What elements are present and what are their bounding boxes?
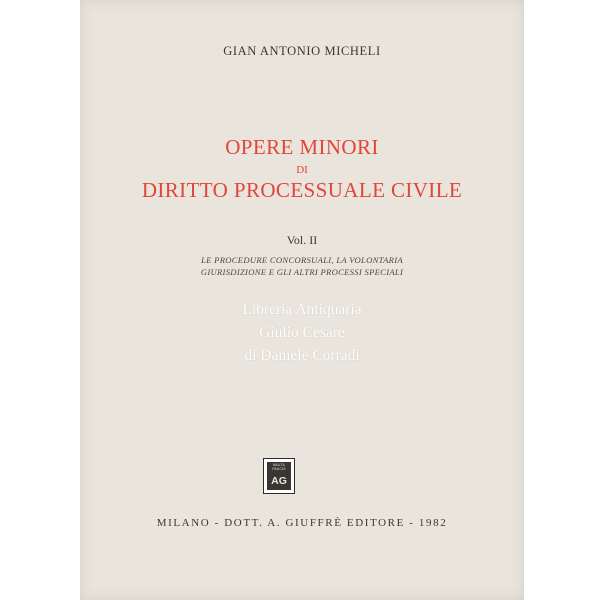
subtitle-line-2: GIURISDIZIONE E GLI ALTRI PROCESSI SPECIALI (200, 267, 404, 277)
logo-monogram: AG (271, 475, 287, 487)
logo-motto (267, 464, 291, 472)
title-line-3: DIRITTO PROCESSUALE CIVILE (141, 178, 463, 202)
title-line-1: OPERE MINORI (225, 135, 379, 159)
bookseller-watermark (80, 298, 524, 367)
publisher-imprint: MILANO - DOTT. A. GIUFFRÈ EDITORE - 1982 (156, 517, 448, 529)
book-cover (80, 0, 524, 600)
subtitle-line-1: LE PROCEDURE CONCORSUALI, LA VOLONTARIA (201, 255, 403, 265)
volume-number: Vol. II (286, 233, 318, 247)
watermark-line-2: Giulio Cesare (259, 324, 345, 341)
watermark-line-3: di Daniele Corradi (244, 347, 360, 364)
watermark-line-1: Libreria Antiquaria (242, 301, 362, 318)
publisher-logo (263, 458, 295, 494)
logo-motto-line-1: MULTA (273, 463, 285, 467)
logo-motto-line-2: PAUCIS (272, 466, 286, 471)
title-line-2: DI (296, 164, 308, 176)
volume-subtitle (80, 254, 524, 278)
author-name: GIAN ANTONIO MICHELI (223, 44, 381, 58)
logo-badge (267, 462, 291, 490)
